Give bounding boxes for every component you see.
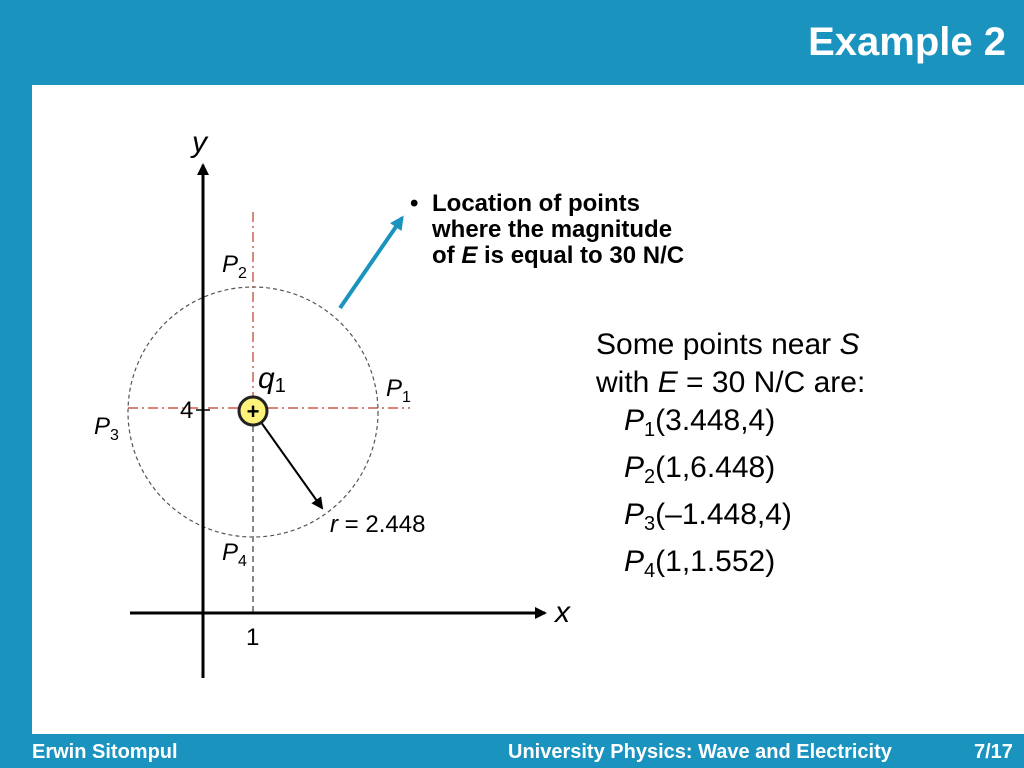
tick-label-y: 4	[180, 397, 194, 424]
annotation-note	[410, 191, 684, 269]
point-item-p1: $P_1(3.448,4)$	[624, 404, 776, 441]
points-intro-line-1: Some points near S	[596, 328, 860, 361]
charge-label: q1	[258, 362, 286, 397]
tick-label-x: 1	[246, 624, 260, 651]
slide-footer	[0, 734, 1024, 768]
point-item-p4: $P_4(1,1.552)$	[624, 545, 776, 582]
point-label-p3: $P_3$	[94, 413, 119, 444]
point-item-p2: $P_2(1,6.448)$	[624, 451, 776, 488]
note-line-1: Location of points	[432, 190, 640, 217]
footer-author: Erwin Sitompul	[32, 741, 178, 763]
point-label-p4: $P_4$	[222, 539, 247, 570]
charge-sign: +	[246, 399, 260, 424]
points-list	[596, 326, 865, 590]
note-line-2: where the magnitude	[432, 216, 673, 243]
note-bullet: •	[410, 190, 419, 217]
radius-label: r = 2.448	[330, 511, 426, 538]
x-axis-label: x	[555, 596, 570, 629]
points-intro-line-2: with E = 30 N/C are:	[596, 366, 866, 399]
footer-page-number: 7/17	[974, 741, 1013, 763]
slide-title: Example 2	[808, 20, 1006, 64]
footer-course: University Physics: Wave and Electricity	[508, 741, 892, 763]
pointer-arrow	[340, 218, 402, 308]
point-label-p2: $P_2$	[222, 251, 247, 282]
note-line-3: of E is equal to 30 N/C	[432, 242, 685, 269]
radius-arrow	[258, 418, 322, 508]
y-axis-label: y	[192, 126, 207, 159]
point-item-p3: $P_3(-1.448,4)$	[624, 498, 792, 535]
point-label-p1: $P_1$	[386, 375, 411, 406]
